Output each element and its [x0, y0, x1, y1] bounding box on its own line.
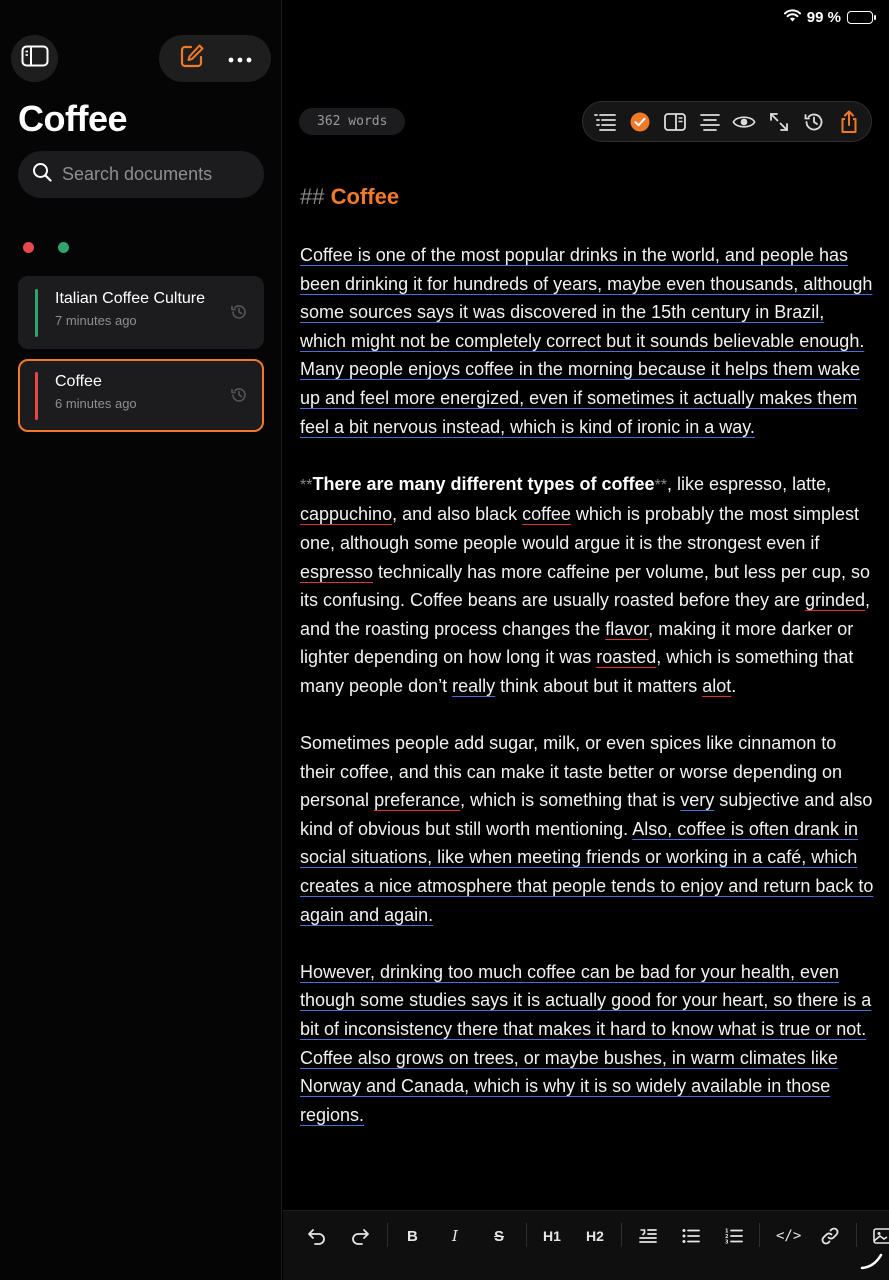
divider	[526, 1223, 527, 1247]
divider	[621, 1223, 622, 1247]
document-content[interactable]	[300, 182, 875, 1158]
spelling-error[interactable]: cappuchino	[300, 504, 393, 525]
text-run: , which is something that is	[460, 790, 681, 811]
text-run: which is probably the most simplest one, although some people would argue it is the strongest even if	[300, 504, 859, 553]
pencil-scribble-icon	[859, 1245, 885, 1276]
undo-icon[interactable]	[307, 1225, 327, 1247]
paragraph-3	[300, 729, 875, 929]
spelling-error[interactable]: coffee	[522, 504, 571, 525]
paragraph-1	[300, 241, 875, 441]
format-toolbar	[283, 1210, 889, 1280]
paragraph-4	[300, 958, 875, 1130]
heading-marker: ##	[300, 184, 325, 209]
heading1-button[interactable]: H1	[543, 1228, 561, 1244]
redo-icon[interactable]	[350, 1225, 370, 1247]
sidebar-icon	[21, 45, 49, 72]
svg-text:2: 2	[725, 1234, 729, 1240]
grammar-highlight[interactable]: very	[680, 790, 715, 811]
tag-filter-dots	[23, 242, 69, 253]
green-tag-filter[interactable]	[58, 242, 69, 253]
document-item-active[interactable]	[18, 359, 264, 432]
grammar-highlight[interactable]: However, drinking too much coffee can be bad for your health, even though some studies says it is actually good for your heart, so there is a bit of inconsistency there that makes it hard to know what is true or not. Coffee also grows on trees, or maybe bushes, in warm climates like Norway and Canada, which is why it is so widely available in those regions.	[300, 961, 872, 1125]
check-circle-icon[interactable]	[628, 110, 652, 134]
grammar-highlight[interactable]: Also, coffee is often drank in social situations, like when meeting friends or working in a café, which creates a nice atmosphere that people tends to enjoy and return back to again and again.	[300, 818, 874, 925]
spelling-error[interactable]: grinded	[804, 590, 866, 611]
bold-text: There are many different types of coffee	[312, 473, 655, 494]
sidebar	[0, 0, 282, 1280]
editor-toolbar	[582, 101, 872, 142]
text-run: , and also black	[392, 504, 523, 525]
strikethrough-button[interactable]: S	[494, 1227, 505, 1245]
more-options-button[interactable]	[228, 50, 252, 68]
compose-icon	[179, 56, 205, 73]
word-count-badge: 362 words	[299, 108, 405, 135]
document-title: Italian Coffee Culture	[55, 290, 206, 307]
numbered-list-icon[interactable]	[725, 1225, 743, 1247]
divider	[759, 1223, 760, 1247]
sidebar-toggle-button[interactable]	[11, 35, 58, 82]
code-button[interactable]: </>	[776, 1228, 802, 1244]
sidebar-actions	[159, 35, 271, 82]
heading-text: Coffee	[330, 184, 400, 209]
editor-pane	[283, 0, 889, 1280]
svg-text:3: 3	[725, 1239, 729, 1244]
quote-icon[interactable]	[639, 1225, 657, 1247]
align-center-icon[interactable]	[698, 110, 722, 134]
battery-percent: 99 %	[806, 9, 841, 26]
spelling-error[interactable]: espresso	[300, 561, 374, 582]
spelling-error[interactable]: preferance	[374, 790, 461, 811]
history-icon[interactable]	[802, 110, 826, 134]
text-run: , which is something that many people don’t	[300, 647, 854, 696]
grammar-highlight[interactable]: Coffee is one of the most popular drinks in the world, and people has been drinking it for hundreds of years, maybe even thousands, although some sources says it was discovered in the 15th century in Brazil, which might not be completely correct but it sounds believable enough. Many people enjoys coffee in the morning because it helps them wake up and feel more energized, even if sometimes it actually makes them feel a bit nervous instead, which is kind of ironic in a way.	[300, 245, 873, 437]
history-icon[interactable]	[230, 303, 248, 326]
grammar-highlight[interactable]: really	[452, 675, 496, 696]
spelling-error[interactable]: roasted	[596, 647, 657, 668]
image-icon[interactable]	[873, 1225, 889, 1247]
spelling-error[interactable]: flavor	[605, 618, 649, 639]
text-run: Sometimes people add sugar, milk, or even spices like cinnamon to their coffee, and this can make it taste better or worse depending on personal	[300, 733, 842, 811]
heading2-button[interactable]: H2	[586, 1228, 604, 1244]
paragraph-2	[300, 470, 875, 701]
divider	[387, 1223, 388, 1247]
new-document-button[interactable]	[179, 43, 205, 74]
search-icon	[32, 162, 52, 187]
italic-button[interactable]: I	[452, 1227, 458, 1245]
expand-icon[interactable]	[767, 110, 791, 134]
text-run: think about but it matters	[495, 675, 703, 696]
document-time: 7 minutes ago	[55, 313, 137, 328]
text-run: subjective and also kind of obvious but still worth mentioning.	[300, 790, 873, 839]
svg-text:1: 1	[725, 1228, 729, 1235]
preview-eye-icon[interactable]	[732, 110, 756, 134]
document-time: 6 minutes ago	[55, 396, 137, 411]
text-run: , and the roasting process changes the	[300, 590, 871, 639]
text-run: technically has more caffeine per volume, but less per cup, so its confusing. Coffee beans are usually roasted before they are	[300, 561, 870, 611]
document-color-bar	[35, 289, 38, 337]
link-icon[interactable]	[821, 1225, 839, 1247]
red-tag-filter[interactable]	[23, 242, 34, 253]
outline-icon[interactable]	[593, 110, 617, 134]
document-item[interactable]	[18, 276, 264, 349]
document-title: Coffee	[55, 373, 102, 390]
split-view-icon[interactable]	[663, 110, 687, 134]
spelling-error[interactable]: alot	[702, 675, 732, 696]
search-input[interactable]	[62, 164, 252, 185]
bold-marker: **	[300, 476, 313, 494]
document-color-bar	[35, 372, 38, 420]
share-icon[interactable]	[837, 110, 861, 134]
divider	[856, 1223, 857, 1247]
history-icon[interactable]	[230, 386, 248, 409]
search-bar[interactable]	[18, 151, 264, 198]
bold-button[interactable]: B	[407, 1227, 418, 1245]
sidebar-title: Coffee	[18, 98, 128, 139]
ellipsis-icon	[228, 50, 252, 67]
document-heading	[300, 182, 875, 212]
bold-marker: **	[654, 476, 668, 494]
text-run: , making it more darker or lighter depending on how long it was	[300, 618, 854, 668]
text-run: , like espresso, latte,	[667, 473, 832, 494]
bullet-list-icon[interactable]	[682, 1225, 700, 1247]
text-run: .	[731, 675, 737, 696]
